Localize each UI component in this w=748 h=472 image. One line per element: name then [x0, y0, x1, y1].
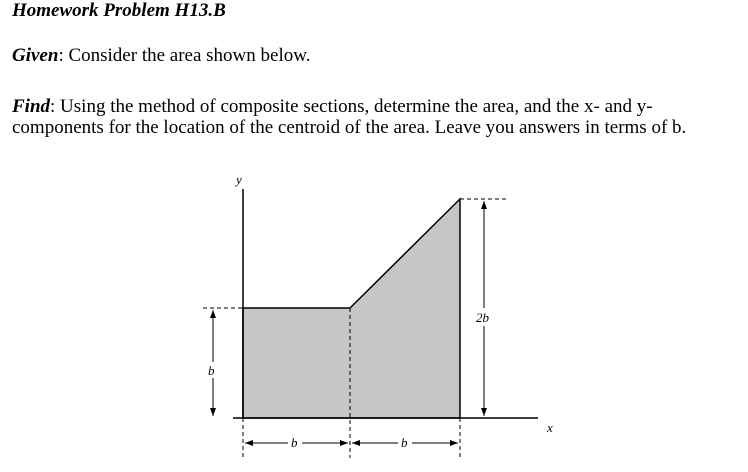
dimension-b-bottom-left-label: b — [291, 435, 298, 450]
find-label: Find — [12, 96, 51, 117]
problem-title: Homework Problem H13.B — [12, 0, 226, 21]
shaded-composite-area — [243, 199, 460, 418]
dimension-b-left-label: b — [208, 363, 215, 378]
find-text-line-1: : Using the method of composite sections, determine the area, and the x- and y- — [50, 96, 653, 117]
x-axis-label: x — [547, 420, 553, 435]
given-text: : Consider the area shown below. — [58, 45, 311, 66]
given-label: Given — [12, 45, 59, 66]
find-text-line-2: components for the location of the centroid of the area. Leave you answers in terms of b. — [12, 117, 687, 138]
dimension-2b-label: 2b — [476, 310, 489, 325]
y-axis-label: y — [236, 172, 242, 187]
dimension-b-bottom-right-label: b — [401, 435, 408, 450]
